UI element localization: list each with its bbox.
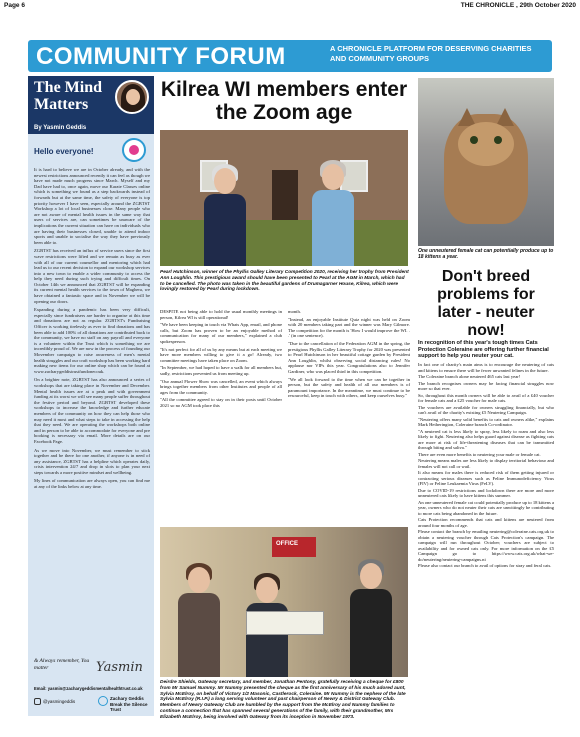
signoff-text: & Always remember, You matter bbox=[34, 658, 90, 671]
article-paragraph: "We have been keeping in touch via Whats App, email, and phone calls, but Zoom has proven to be an enjoyable method of communication for many of our members," explained a club spokesperson. bbox=[160, 322, 282, 344]
article-paragraph: "Due to the cancellation of the Federation AGM in the spring, the prestigious Phyllis Galley Literary Trophy for 2020 was presented to Pearl Hutchinson in her beautiful cottage garden by President Ann Loughlin, whilst observing social distancing rules! No applause nor VIPs this year. Congratulations also to Jennifer Gardiner, who was placed third in this competition. bbox=[288, 340, 410, 374]
article-paragraph: Due to COVID-19 restrictions and lockdown there are more and more unneutered cats likely to have kittens this summer. bbox=[418, 487, 554, 498]
trust-small-logo-icon bbox=[98, 696, 108, 706]
article-paragraph: The Coleraine branch alone neutered 465 cats last year! bbox=[418, 374, 521, 379]
article-intro: In recognition of this year's tough times Cats Protection Coleraine are offering further financial support to help you neuter your cat. bbox=[418, 340, 549, 360]
instagram-icon bbox=[34, 698, 41, 705]
article-paragraph: DESPITE not being able to hold the usual monthly meetings in person, Kilrea WI is still operational! bbox=[160, 309, 282, 320]
article-paragraph: It also means for males there is reduced risk of them getting injured or contracting serious diseases such as Feline Immunodeficiency Virus (FIV) or Feline Leukaemia Virus (FeLV). bbox=[418, 470, 554, 486]
article-paragraph: "In September, we had hoped to have a walk for all members but, sadly, restrictions prevented us from meeting up. bbox=[160, 365, 282, 376]
article-paragraph: "All the committee agreed to stay on in their posts until October 2021 so no AGM took place this bbox=[160, 397, 282, 408]
column-paragraph: My lines of communication are always open, you can find me at any of the links below at any time. bbox=[34, 478, 150, 490]
page-number: Page 6 bbox=[4, 2, 25, 9]
article-paragraph: "It's not perfect for all of us by any means but at each meeting we have more members willing to give it a go! Already, two committee meetings have taken place on Zoom. bbox=[160, 346, 282, 363]
article-paragraph: Please contact the branch by emailing neutering@coleraine.cats.org.uk to obtain a neutering voucher through Cats Protection's campaign. The campaign will run throughout October; vouchers are subject to availability and for owned cats only. For more information on the £5 Campaign go to https://www.cats.org.uk/what-we-do/neutering/neutering-campaigns.ni bbox=[418, 529, 554, 562]
article-paragraph: "Instead, an enjoyable Institute Quiz night was held on Zoom with 20 members taking part and the winner was Mary Gilmore. The competition for the month is 'How I would improve the WI. . .' (in one sentence). bbox=[288, 316, 410, 339]
column-paragraph: On a brighter note, ZGBTST has also announced a series of workshops that are taking place in November and December. Mental health issues are at a peak and with government funding at its worst we will see many people suffer throughout the festive period and beyond. ZGBTST developed these workshops to increase the knowledge and further educate members of the community on how they can help those who may need it most and what steps to take in accessing the help that they need. We are operating the workshops both online and in person to be able to accommodate for everyone and pre booking is necessary via email. More details are on our Facebook Page. bbox=[34, 377, 150, 444]
column-greeting: Hello everyone! bbox=[34, 147, 94, 156]
column-paragraph: As we move into November, we must remember to stick together and be there for one another, if anyone is in need of any assistance, ZGBTST has a helpline which operates daily, crisis intervention 24/7 and drop in slots to plan your next steps towards a more positive mindset and wellbeing. bbox=[34, 447, 150, 475]
column-signoff bbox=[34, 658, 154, 686]
instagram-handle: @yasmingeddis bbox=[43, 699, 76, 704]
article-paragraph: "Neutering offers many solid benefits to cats and owners alike," explains Mark Hetherington, Coleraine branch Co-ordinator. bbox=[418, 416, 554, 427]
column-title: The Mind Matters bbox=[34, 79, 103, 113]
article-paragraph: Neutering means males are less likely to display territorial behaviour and females will not call or wail. bbox=[418, 458, 554, 469]
article-paragraph: Please also contact our branch to avail of options for stray and feral cats. bbox=[418, 563, 552, 568]
article-paragraph: The branch recognises owners may be facing financial struggles now more so that ever. bbox=[418, 380, 554, 391]
article-paragraph: Cats Protection recommends that cats and kittens are neutered from around four months of age. bbox=[418, 517, 554, 528]
column-body bbox=[34, 167, 150, 493]
article-paragraph: The vouchers are available for owners struggling financially, but who can't avail of the charity's existing £5 Neutering Campaign. bbox=[418, 404, 554, 415]
author-avatar bbox=[115, 80, 149, 114]
photo-caption: Pearl Hutchinson, winner of the Phyllis Galley Literary Competition 2020, receiving her trophy from President Ann Loughlin. This prestigious award should have been presented to Pearl at the AGM in March, which had to be cancelled. The photo was taken in the beautiful gardens of Drumagarner House, Kilrea, which were lovingly restored by Pearl during lockdown. bbox=[160, 270, 409, 293]
author-email: Email: yasmin@zacharygeddismentalhealthtrust.co.uk bbox=[34, 686, 143, 691]
mind-matters-column bbox=[28, 76, 154, 716]
column-paragraph: Expanding during a pandemic has been very difficult, especially since fundraisers are harder to organise at this time and donations are not as regular. ZGBTST's Fundraising Officer is working tirelessly as ever to find donations and has been able to add 100% of all donations are contributed back to the community, we have no staff on any payroll and everyone is a volunteer within the Trust which is something we are incredibly proud of. We are now in the process of founding our Movember campaign to raise awareness of men's mental health struggles and our craft workshop has been working hard making new items for our online shop which can be found at www.zacharygeddistrustfundonecouk. bbox=[34, 307, 150, 374]
banner-title: COMMUNITY FORUM bbox=[36, 43, 286, 70]
article-column-2 bbox=[288, 309, 410, 401]
page-header bbox=[0, 0, 580, 12]
cat-photo bbox=[418, 78, 554, 246]
social-footer bbox=[34, 696, 152, 712]
article-paragraph: "We all look forward to the time when we can be together in person, but the safety and health of all our members is of paramount importance. In the meantime, we must continue to be resourceful, keep in touch with others, and keep ourselves busy." bbox=[288, 376, 410, 399]
column-header bbox=[28, 76, 154, 122]
article-headline: Kilrea WI members enter the Zoom age bbox=[160, 78, 408, 124]
article-paragraph: In fact one of charity's main aims is to encourage the neutering of cats and kittens to ensure there will be fewer unwanted felines in the future. bbox=[418, 362, 554, 373]
publication-date: THE CHRONICLE , 29th October 2020 bbox=[460, 2, 576, 9]
cheque-presentation-photo bbox=[160, 527, 408, 677]
article-paragraph: "Our annual Flower Show was cancelled, an event which always brings together members from other Institutes and people of all ages from the community. bbox=[160, 378, 282, 395]
article-paragraph: "A neutered cat is less likely to spray, less likely to roam and also less likely to fight. Neutering also helps guard against disease as fighting cats are more at risk of life-threatening diseases that can be transmitted through biting and saliva." bbox=[418, 428, 554, 450]
column-paragraph: It is hard to believe we are in October already, and with the newest restrictions announced recently it can feel as though we have not made much progress since March. Myself and my Dad have had to, once again, move our Karate Classes online which is something we found as a step backwards instead of forwards but at the same time, the safety of everyone is top priority however I have seen, especially around the ZGBTST Workshop a lot of local businesses close. Many people who are not aware of mental health issues in the same way that users of services are, can sometimes be unaware of the implications the current situation can have on individuals who are having their businesses closed, unable to attend indoor sports and unable to socialise the way they have previously been able to. bbox=[34, 167, 150, 245]
article-body bbox=[418, 362, 554, 570]
cheque bbox=[246, 611, 324, 635]
author-signature: Yasmin bbox=[96, 660, 143, 675]
photo-caption: Deirdre Shields, Gateway secretary, and member, Jonathan Pentony, gratefully receiving a cheque for £800 from Mr Samuel Nummy. Mr Nummy presented the cheque as the first anniversary of his much adored aunt, Sylvia McElroy, on behalf of Victory 1/2 Masonic, Castlerock, Coleraine. Mr Nummy is the nephew of the late Sylvia McElroy (R.I.P.) a long serving volunteer and past chairperson of Newry & District Gateway Club. Members of Newry Gateway Club are humbled by the support from the McElroy and Nummy families to continue a connection that has spanned several generations of the family, with their grandmother, Mrs Elizabeth McElroy, being involved with Gateway from its inception in November 1973. bbox=[160, 680, 406, 720]
banner-tagline: A CHRONICLE PLATFORM FOR DESERVING CHARITIES AND COMMUNITY GROUPS bbox=[330, 44, 532, 63]
trust-logo-icon bbox=[122, 138, 146, 162]
article-paragraph: So, throughout this month owners will be able to avail of a £40 voucher for female cats and a £25 voucher for male cats. bbox=[418, 392, 554, 403]
article-headline: Don't breed problems for later - neuter now! bbox=[437, 268, 535, 339]
office-sign: OFFICE bbox=[276, 541, 298, 547]
article-column-1 bbox=[160, 309, 282, 411]
article-paragraph: month. bbox=[288, 309, 301, 314]
article-paragraph: There are even more benefits to neutering your male or female cat. bbox=[418, 451, 541, 457]
column-paragraph: ZGBTST has received an influx of service users since the first wave restrictions were lifted and we remain as busy as ever with all of our current counsellor and mentoring which had lead us to our recent decision to expand our workshop services into a new town to enable a wider community to access the help they need during such trying and difficult times. On October 14th we announced that ZGBTST will be expanding its current mental health services to the town of Maghera, we have obtained a fantastic space and in November we will be opening our doors. bbox=[34, 248, 150, 304]
photo-caption: One unneutered female cat can potentially produce up to 18 kittens a year. bbox=[418, 248, 554, 260]
column-byline: By Yasmin Geddis bbox=[28, 122, 154, 134]
garden-photo bbox=[160, 130, 408, 266]
article-paragraph: An one unneutered female cat could potentially produce up to 18 kittens a year, owners who do not neuter their cats are unwittingly be contributing to more cats being abandoned in the future. bbox=[418, 499, 554, 516]
community-forum-banner bbox=[28, 40, 552, 72]
trust-name: Zachary Geddis Break the Silence Trust bbox=[110, 696, 148, 712]
